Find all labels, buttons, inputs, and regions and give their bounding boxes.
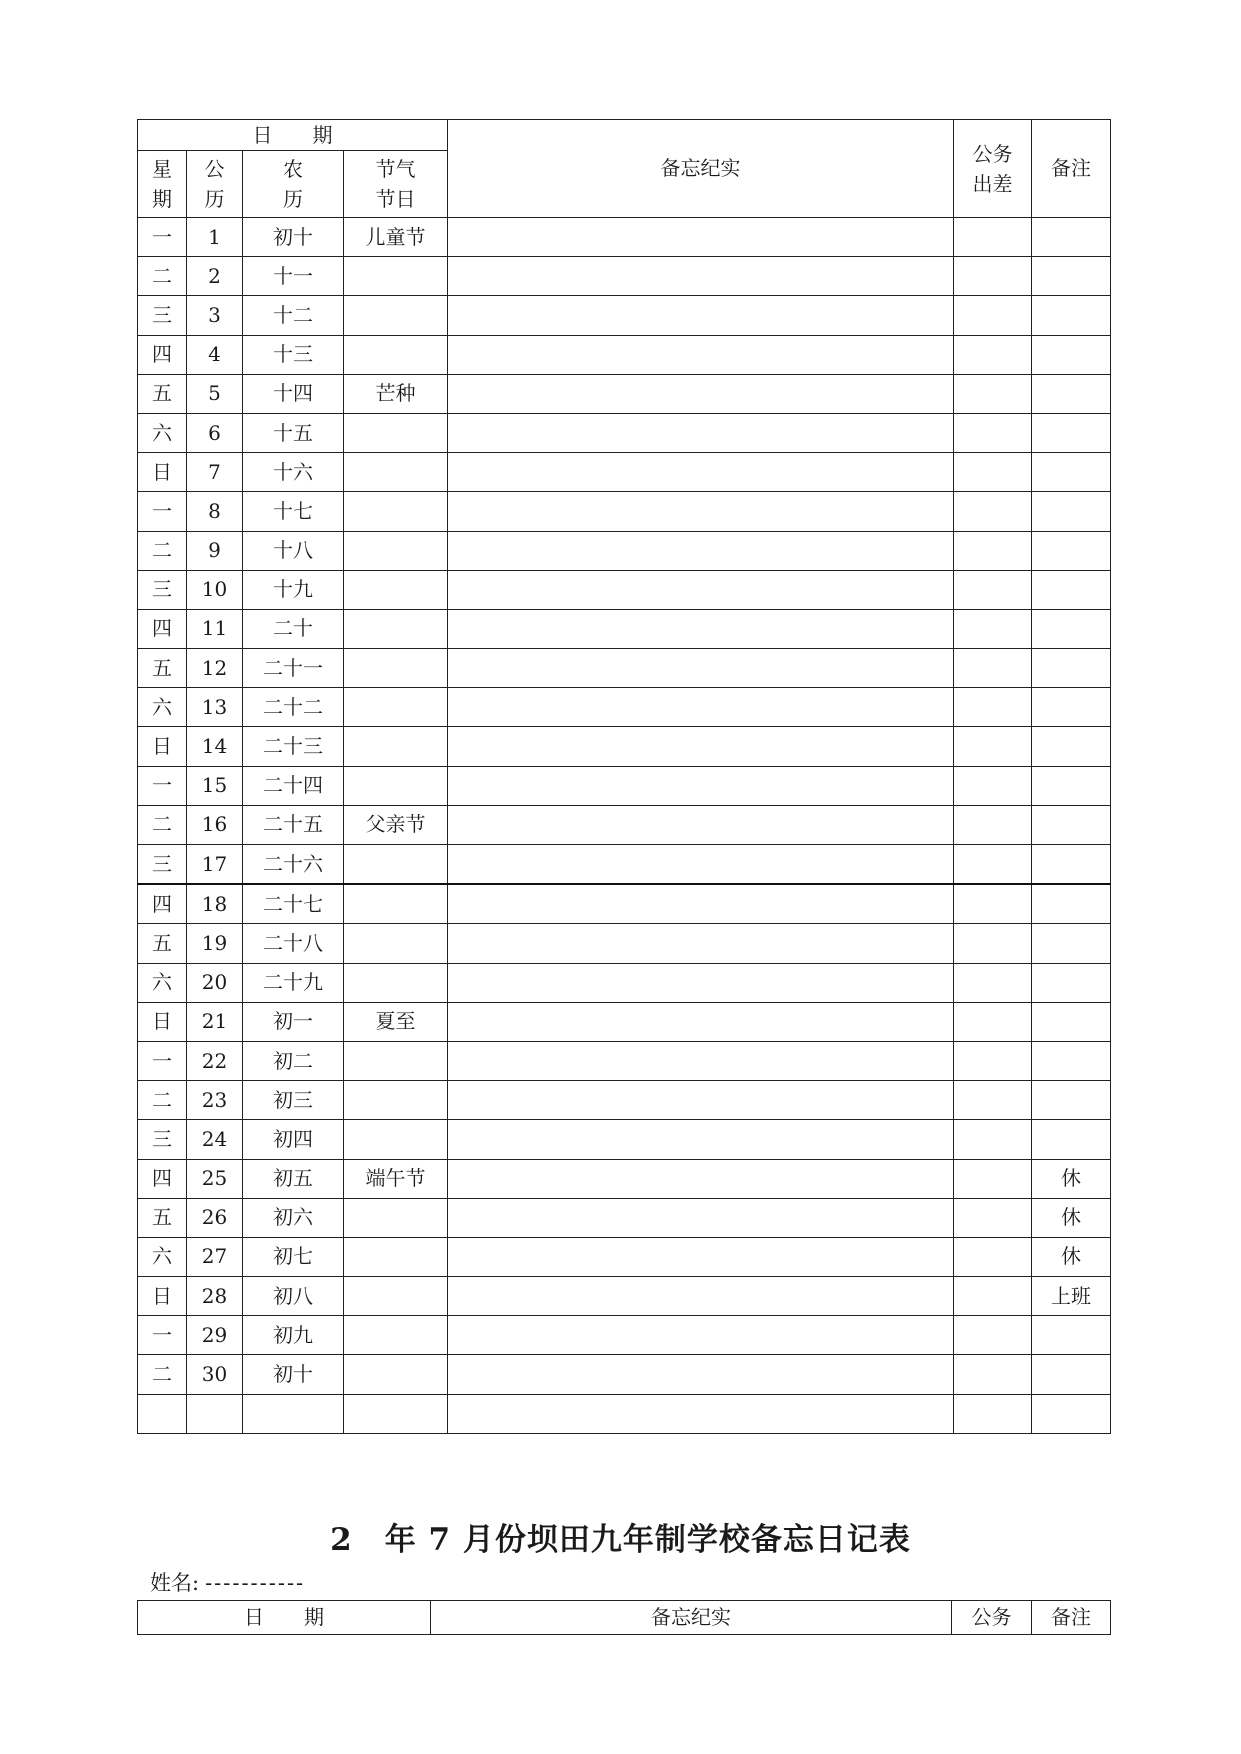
festival-cell <box>344 1237 448 1276</box>
solar-day-cell: 18 <box>187 884 243 924</box>
festival-cell <box>344 884 448 924</box>
name-blank: ----------- <box>205 1571 306 1595</box>
remarks-header: 备注 <box>1032 120 1111 218</box>
table-row <box>138 453 1111 492</box>
memo-cell[interactable] <box>448 531 954 570</box>
solar-header <box>187 151 243 218</box>
festival-cell <box>344 924 448 963</box>
festival-cell <box>344 296 448 335</box>
table-row <box>138 688 1111 727</box>
memo-cell[interactable] <box>448 1237 954 1276</box>
memo-cell[interactable] <box>448 1159 954 1198</box>
lunar-day-cell <box>243 1394 344 1433</box>
solar-day-cell: 2 <box>187 257 243 296</box>
business-trip-cell[interactable] <box>954 1198 1032 1237</box>
table-row <box>138 1120 1111 1159</box>
festival-cell <box>344 492 448 531</box>
lunar-day-cell: 初三 <box>243 1081 344 1120</box>
remark-cell <box>1032 1041 1111 1080</box>
remark-cell <box>1032 1316 1111 1355</box>
memo-cell[interactable] <box>448 257 954 296</box>
remark-cell <box>1032 1355 1111 1394</box>
festival-header-line1: 节气 <box>375 157 416 181</box>
next-memo-header: 备忘纪实 <box>431 1601 952 1635</box>
remark-cell <box>1032 296 1111 335</box>
weekday-cell: 六 <box>138 413 187 452</box>
next-date-header: 日 期 <box>138 1601 431 1635</box>
solar-day-cell: 5 <box>187 374 243 413</box>
table-row <box>138 805 1111 844</box>
lunar-day-cell: 二十三 <box>243 727 344 766</box>
business-trip-cell[interactable] <box>954 1002 1032 1041</box>
memo-cell[interactable] <box>448 374 954 413</box>
weekday-cell: 一 <box>138 766 187 805</box>
business-trip-cell[interactable] <box>954 1277 1032 1316</box>
festival-cell: 端午节 <box>344 1159 448 1198</box>
lunar-day-cell: 初八 <box>243 1277 344 1316</box>
business-trip-cell[interactable] <box>954 374 1032 413</box>
solar-day-cell: 23 <box>187 1081 243 1120</box>
lunar-header <box>243 151 344 218</box>
business-trip-cell[interactable] <box>954 1316 1032 1355</box>
memo-cell[interactable] <box>448 727 954 766</box>
lunar-day-cell: 初六 <box>243 1198 344 1237</box>
festival-cell <box>344 531 448 570</box>
weekday-cell: 五 <box>138 924 187 963</box>
table-row <box>138 1277 1111 1316</box>
lunar-day-cell: 二十 <box>243 609 344 648</box>
business-trip-cell[interactable] <box>954 805 1032 844</box>
solar-day-cell: 29 <box>187 1316 243 1355</box>
business-trip-cell[interactable] <box>954 1120 1032 1159</box>
solar-day-cell: 4 <box>187 335 243 374</box>
remark-cell <box>1032 374 1111 413</box>
memo-cell[interactable] <box>448 1041 954 1080</box>
table-row <box>138 296 1111 335</box>
solar-day-cell <box>187 1394 243 1433</box>
weekday-cell: 三 <box>138 570 187 609</box>
business-trip-cell[interactable] <box>954 727 1032 766</box>
solar-day-cell: 21 <box>187 1002 243 1041</box>
solar-day-cell: 17 <box>187 845 243 885</box>
memo-cell[interactable] <box>448 296 954 335</box>
festival-cell <box>344 1198 448 1237</box>
solar-day-cell: 3 <box>187 296 243 335</box>
weekday-cell: 六 <box>138 688 187 727</box>
festival-cell <box>344 688 448 727</box>
lunar-header-line2: 历 <box>283 187 303 211</box>
weekday-cell: 二 <box>138 1355 187 1394</box>
table-row <box>138 1237 1111 1276</box>
festival-cell <box>344 1120 448 1159</box>
lunar-day-cell: 初七 <box>243 1237 344 1276</box>
festival-header <box>344 151 448 218</box>
solar-day-cell: 13 <box>187 688 243 727</box>
memo-cell[interactable] <box>448 884 954 924</box>
festival-header-line2: 节日 <box>375 187 416 211</box>
solar-day-cell: 27 <box>187 1237 243 1276</box>
remark-cell <box>1032 1394 1111 1433</box>
table-row <box>138 1041 1111 1080</box>
business-trip-cell[interactable] <box>954 218 1032 257</box>
lunar-header-line1: 农 <box>283 157 303 181</box>
lunar-day-cell: 十二 <box>243 296 344 335</box>
business-trip-cell[interactable] <box>954 688 1032 727</box>
remark-cell <box>1032 805 1111 844</box>
weekday-cell: 一 <box>138 1316 187 1355</box>
lunar-day-cell: 十一 <box>243 257 344 296</box>
table-row <box>138 413 1111 452</box>
weekday-cell <box>138 1394 187 1433</box>
memo-cell[interactable] <box>448 1316 954 1355</box>
weekday-cell: 五 <box>138 1198 187 1237</box>
weekday-cell: 二 <box>138 531 187 570</box>
lunar-day-cell: 二十四 <box>243 766 344 805</box>
business-trip-cell[interactable] <box>954 1081 1032 1120</box>
weekday-cell: 六 <box>138 1237 187 1276</box>
memo-cell[interactable] <box>448 570 954 609</box>
remark-cell <box>1032 257 1111 296</box>
festival-cell <box>344 963 448 1002</box>
memo-cell[interactable] <box>448 453 954 492</box>
business-trip-header <box>954 120 1032 218</box>
solar-day-cell: 20 <box>187 963 243 1002</box>
remark-cell <box>1032 531 1111 570</box>
memo-cell[interactable] <box>448 1002 954 1041</box>
weekday-cell: 日 <box>138 453 187 492</box>
solar-day-cell: 16 <box>187 805 243 844</box>
solar-day-cell: 9 <box>187 531 243 570</box>
lunar-day-cell: 二十八 <box>243 924 344 963</box>
weekday-cell: 日 <box>138 727 187 766</box>
weekday-cell: 四 <box>138 335 187 374</box>
memo-header: 备忘纪实 <box>448 120 954 218</box>
festival-cell <box>344 1316 448 1355</box>
date-header: 日 期 <box>138 120 448 151</box>
festival-cell <box>344 1081 448 1120</box>
festival-cell <box>344 1394 448 1433</box>
festival-cell: 父亲节 <box>344 805 448 844</box>
solar-day-cell: 1 <box>187 218 243 257</box>
table-row <box>138 1394 1111 1433</box>
memo-cell[interactable] <box>448 218 954 257</box>
remark-cell <box>1032 609 1111 648</box>
table-row <box>138 727 1111 766</box>
festival-cell <box>344 1355 448 1394</box>
memo-cell[interactable] <box>448 1081 954 1120</box>
weekday-cell: 三 <box>138 1120 187 1159</box>
remark-cell <box>1032 453 1111 492</box>
remark-cell <box>1032 963 1111 1002</box>
solar-day-cell: 10 <box>187 570 243 609</box>
festival-cell: 芒种 <box>344 374 448 413</box>
remark-cell <box>1032 335 1111 374</box>
solar-day-cell: 28 <box>187 1277 243 1316</box>
lunar-day-cell: 十九 <box>243 570 344 609</box>
lunar-day-cell: 二十一 <box>243 649 344 688</box>
table-row <box>138 218 1111 257</box>
lunar-day-cell: 二十六 <box>243 845 344 885</box>
table-row <box>138 884 1111 924</box>
solar-day-cell: 22 <box>187 1041 243 1080</box>
table-row <box>138 335 1111 374</box>
weekday-cell: 二 <box>138 257 187 296</box>
business-trip-cell[interactable] <box>954 413 1032 452</box>
festival-cell: 儿童节 <box>344 218 448 257</box>
weekday-cell: 一 <box>138 1041 187 1080</box>
weekday-cell: 二 <box>138 1081 187 1120</box>
table-row <box>138 845 1111 885</box>
weekday-cell: 三 <box>138 845 187 885</box>
memo-cell[interactable] <box>448 1355 954 1394</box>
remark-cell: 休 <box>1032 1198 1111 1237</box>
remark-cell <box>1032 1002 1111 1041</box>
lunar-day-cell: 二十五 <box>243 805 344 844</box>
memo-cell[interactable] <box>448 335 954 374</box>
table-row <box>138 1355 1111 1394</box>
lunar-day-cell: 初九 <box>243 1316 344 1355</box>
festival-cell <box>344 609 448 648</box>
solar-header-line2: 历 <box>204 187 225 211</box>
remark-cell <box>1032 845 1111 885</box>
weekday-header-line1: 星 <box>152 157 172 181</box>
remark-cell <box>1032 884 1111 924</box>
lunar-day-cell: 二十九 <box>243 963 344 1002</box>
lunar-day-cell: 初二 <box>243 1041 344 1080</box>
business-trip-cell[interactable] <box>954 845 1032 885</box>
solar-header-line1: 公 <box>204 157 225 181</box>
business-trip-cell[interactable] <box>954 570 1032 609</box>
festival-cell <box>344 1041 448 1080</box>
lunar-day-cell: 初五 <box>243 1159 344 1198</box>
weekday-cell: 五 <box>138 374 187 413</box>
solar-day-cell: 8 <box>187 492 243 531</box>
festival-cell <box>344 727 448 766</box>
table-row <box>138 924 1111 963</box>
next-page-header-table <box>137 1600 1111 1635</box>
business-trip-header-line1: 公务 <box>972 141 1013 166</box>
remark-cell: 休 <box>1032 1159 1111 1198</box>
business-trip-cell[interactable] <box>954 257 1032 296</box>
weekday-cell: 二 <box>138 805 187 844</box>
solar-day-cell: 30 <box>187 1355 243 1394</box>
weekday-header <box>138 151 187 218</box>
weekday-cell: 四 <box>138 609 187 648</box>
business-trip-cell[interactable] <box>954 1041 1032 1080</box>
remark-cell <box>1032 413 1111 452</box>
weekday-cell: 一 <box>138 218 187 257</box>
weekday-cell: 日 <box>138 1002 187 1041</box>
remark-cell <box>1032 492 1111 531</box>
business-trip-cell[interactable] <box>954 1394 1032 1433</box>
memo-cell[interactable] <box>448 805 954 844</box>
business-trip-header-line2: 出差 <box>972 171 1013 196</box>
weekday-header-line2: 期 <box>152 187 172 211</box>
lunar-day-cell: 十三 <box>243 335 344 374</box>
lunar-day-cell: 初十 <box>243 218 344 257</box>
remark-cell <box>1032 727 1111 766</box>
table-row <box>138 492 1111 531</box>
table-row <box>138 570 1111 609</box>
memo-cell[interactable] <box>448 1277 954 1316</box>
table-row <box>138 963 1111 1002</box>
table-row <box>138 609 1111 648</box>
festival-cell <box>344 453 448 492</box>
lunar-day-cell: 十七 <box>243 492 344 531</box>
business-trip-cell[interactable] <box>954 963 1032 1002</box>
table-row <box>138 1081 1111 1120</box>
remark-cell <box>1032 570 1111 609</box>
solar-day-cell: 19 <box>187 924 243 963</box>
weekday-cell: 五 <box>138 649 187 688</box>
business-trip-cell[interactable] <box>954 453 1032 492</box>
remark-cell <box>1032 1081 1111 1120</box>
name-label: 姓名: <box>150 1571 200 1595</box>
table-row <box>138 1159 1111 1198</box>
memo-cell[interactable] <box>448 609 954 648</box>
business-trip-cell[interactable] <box>954 296 1032 335</box>
weekday-cell: 六 <box>138 963 187 1002</box>
lunar-day-cell: 初四 <box>243 1120 344 1159</box>
solar-day-cell: 24 <box>187 1120 243 1159</box>
business-trip-cell[interactable] <box>954 766 1032 805</box>
remark-cell <box>1032 649 1111 688</box>
festival-cell <box>344 649 448 688</box>
memo-cell[interactable] <box>448 845 954 885</box>
solar-day-cell: 15 <box>187 766 243 805</box>
memo-cell[interactable] <box>448 924 954 963</box>
memo-cell[interactable] <box>448 492 954 531</box>
remark-cell <box>1032 766 1111 805</box>
lunar-day-cell: 十五 <box>243 413 344 452</box>
remark-cell <box>1032 1120 1111 1159</box>
table-row <box>138 374 1111 413</box>
festival-cell <box>344 257 448 296</box>
memo-table <box>137 119 1111 1434</box>
festival-cell <box>344 413 448 452</box>
lunar-day-cell: 二十七 <box>243 884 344 924</box>
next-remarks-header: 备注 <box>1032 1601 1111 1635</box>
table-row <box>138 766 1111 805</box>
business-trip-cell[interactable] <box>954 884 1032 924</box>
memo-cell[interactable] <box>448 1120 954 1159</box>
festival-cell: 夏至 <box>344 1002 448 1041</box>
remark-cell: 休 <box>1032 1237 1111 1276</box>
table-row <box>138 531 1111 570</box>
weekday-cell: 四 <box>138 884 187 924</box>
business-trip-cell[interactable] <box>954 492 1032 531</box>
table-row <box>138 1198 1111 1237</box>
lunar-day-cell: 十六 <box>243 453 344 492</box>
memo-cell[interactable] <box>448 1394 954 1433</box>
memo-cell[interactable] <box>448 766 954 805</box>
solar-day-cell: 25 <box>187 1159 243 1198</box>
next-business-trip-header: 公务 <box>952 1601 1032 1635</box>
solar-day-cell: 12 <box>187 649 243 688</box>
weekday-cell: 一 <box>138 492 187 531</box>
business-trip-cell[interactable] <box>954 335 1032 374</box>
business-trip-cell[interactable] <box>954 1237 1032 1276</box>
table-row <box>138 649 1111 688</box>
name-line <box>150 1567 305 1597</box>
lunar-day-cell: 初十 <box>243 1355 344 1394</box>
lunar-day-cell: 二十二 <box>243 688 344 727</box>
solar-day-cell: 6 <box>187 413 243 452</box>
table-row <box>138 257 1111 296</box>
table-row <box>138 1002 1111 1041</box>
remark-cell <box>1032 218 1111 257</box>
business-trip-cell[interactable] <box>954 1355 1032 1394</box>
festival-cell <box>344 570 448 609</box>
business-trip-cell[interactable] <box>954 1159 1032 1198</box>
weekday-cell: 三 <box>138 296 187 335</box>
lunar-day-cell: 十四 <box>243 374 344 413</box>
remark-cell <box>1032 924 1111 963</box>
festival-cell <box>344 335 448 374</box>
memo-table-body <box>138 218 1111 1434</box>
lunar-day-cell: 初一 <box>243 1002 344 1041</box>
memo-cell[interactable] <box>448 688 954 727</box>
memo-cell[interactable] <box>448 649 954 688</box>
festival-cell <box>344 845 448 885</box>
memo-cell[interactable] <box>448 1198 954 1237</box>
table-row <box>138 1316 1111 1355</box>
weekday-cell: 四 <box>138 1159 187 1198</box>
business-trip-cell[interactable] <box>954 531 1032 570</box>
solar-day-cell: 11 <box>187 609 243 648</box>
festival-cell <box>344 766 448 805</box>
memo-cell[interactable] <box>448 963 954 1002</box>
remark-cell: 上班 <box>1032 1277 1111 1316</box>
solar-day-cell: 7 <box>187 453 243 492</box>
festival-cell <box>344 1277 448 1316</box>
memo-cell[interactable] <box>448 413 954 452</box>
remark-cell <box>1032 688 1111 727</box>
business-trip-cell[interactable] <box>954 649 1032 688</box>
business-trip-cell[interactable] <box>954 924 1032 963</box>
weekday-cell: 日 <box>138 1277 187 1316</box>
solar-day-cell: 14 <box>187 727 243 766</box>
page-title: 2 年 7 月份坝田九年制学校备忘日记表 <box>330 1522 911 1558</box>
solar-day-cell: 26 <box>187 1198 243 1237</box>
lunar-day-cell: 十八 <box>243 531 344 570</box>
business-trip-cell[interactable] <box>954 609 1032 648</box>
